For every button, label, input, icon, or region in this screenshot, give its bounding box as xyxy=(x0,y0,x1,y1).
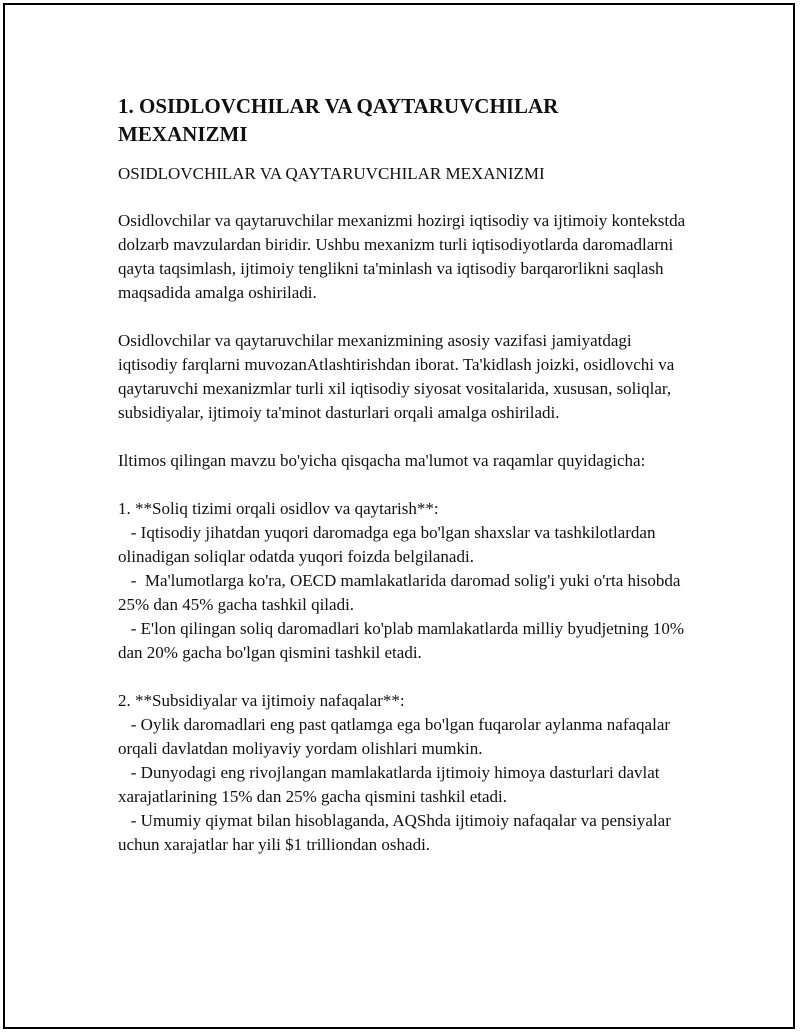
list-item: - Ma'lumotlarga ko'ra, OECD mamlakatlarida daromad solig'i yuki o'rta hisobda 25% dan 45% gacha tashkil qiladi. xyxy=(118,571,685,614)
document-subtitle: OSIDLOVCHILAR VA QAYTARUVCHILAR MEXANIZMI xyxy=(118,164,545,183)
list-item: - Oylik daromadlari eng past qatlamga ega bo'lgan fuqarolar aylanma nafaqalar orqali davlatdan moliyaviy yordam olishlari mumkin. xyxy=(118,715,675,758)
document-body xyxy=(118,92,693,881)
paragraph-intro: Osidlovchilar va qaytaruvchilar mexanizmi hozirgi iqtisodiy va ijtimoiy kontekstda dolzarb mavzulardan biridir. Ushbu mexanizm turli iqtisodiyotlarda daromadlarni qayta taqsimlash, ijtimoiy tenglikni ta'minlash va iqtisodiy barqarorlikni saqlash maqsadida amalga oshiriladi. xyxy=(118,211,686,302)
section-header: 2. **Subsidiyalar va ijtimoiy nafaqalar**: xyxy=(118,691,405,710)
paragraph-purpose: Osidlovchilar va qaytaruvchilar mexanizmining asosiy vazifasi jamiyatdagi iqtisodiy farqlarni muvozanAtlashtirishdan iborat. Ta'kidlash joizki, osidlovchi va qaytaruvchi mexanizmlar turli xil iqtisodiy siyosat vositalarida, xususan, soliqlar, subsidiyalar, ijtimoiy ta'minot dasturlari orqali amalga oshiriladi. xyxy=(118,331,675,422)
section-header: 1. **Soliq tizimi orqali osidlov va qaytarish**: xyxy=(118,499,439,518)
section-tax-system xyxy=(118,497,693,665)
paragraph-summary-lead: Iltimos qilingan mavzu bo'yicha qisqacha ma'lumot va raqamlar quyidagicha: xyxy=(118,451,646,470)
list-item: - Dunyodagi eng rivojlangan mamlakatlarda ijtimoiy himoya dasturlari davlat xarajatlarining 15% dan 25% gacha qismini tashkil etadi. xyxy=(118,763,664,806)
section-subsidies xyxy=(118,689,693,857)
list-item: - Umumiy qiymat bilan hisoblaganda, AQShda ijtimoiy nafaqalar va pensiyalar uchun xarajatlar har yili $1 trilliondan oshadi. xyxy=(118,811,676,854)
list-item: - Iqtisodiy jihatdan yuqori daromadga ega bo'lgan shaxslar va tashkilotlardan olinadigan soliqlar odatda yuqori foizda belgilanadi. xyxy=(118,523,660,566)
list-item: - E'lon qilingan soliq daromadlari ko'plab mamlakatlarda milliy byudjetning 10% dan 20% gacha bo'lgan qismini tashkil etadi. xyxy=(118,619,689,662)
document-title: 1. OSIDLOVCHILAR VA QAYTARUVCHILAR MEXANIZMI xyxy=(118,94,559,146)
